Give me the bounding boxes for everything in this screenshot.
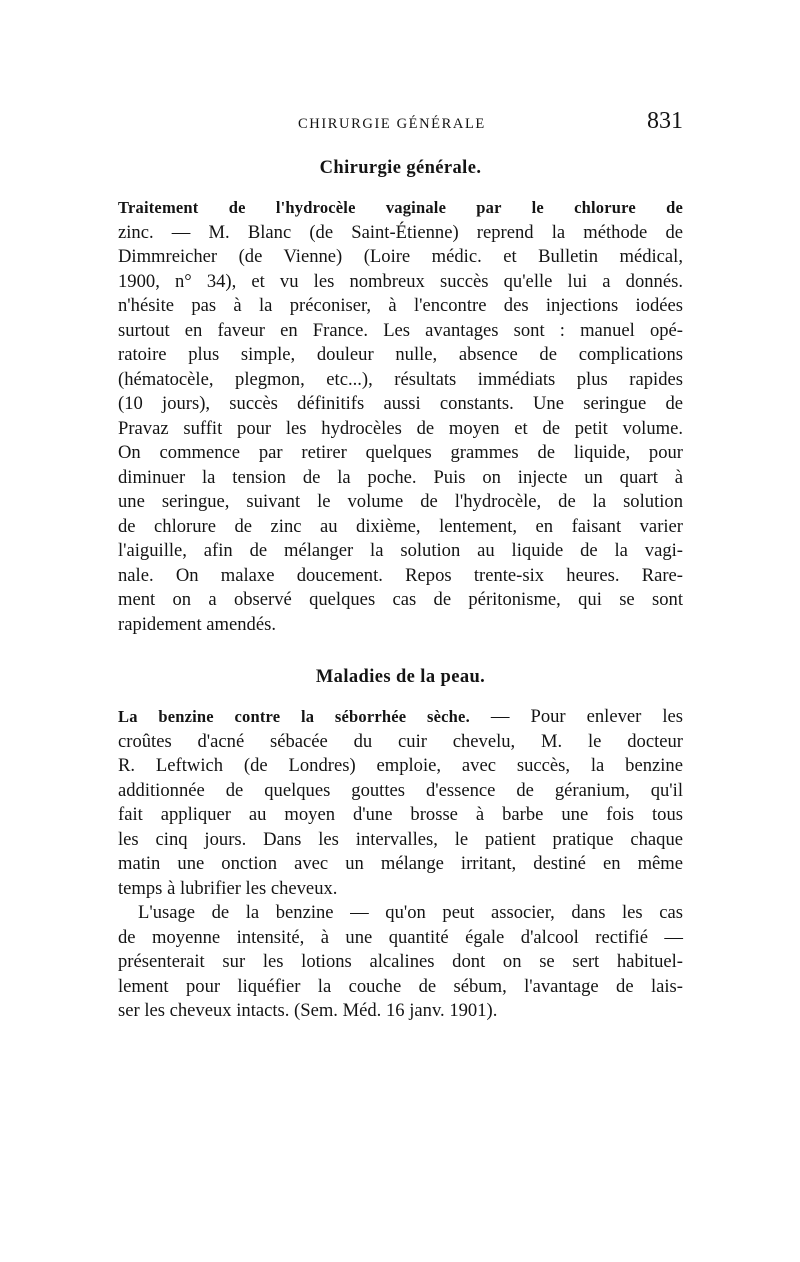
article-line: L'usage de la benzine — qu'on peut associer, dans les cas (138, 902, 683, 923)
article-run-head: Traitement de l'hydrocèle vaginale par le chlorure de (118, 198, 683, 217)
article-line: lement pour liquéfier la couche de sébum, l'avantage de lais- (118, 975, 683, 997)
article-line: de chlorure de zinc au dixième, lentement, en faisant varier (118, 515, 683, 537)
article-line: présenterait sur les lotions alcalines dont on se sert habituel- (118, 951, 683, 972)
section-title-chirurgie: Chirurgie générale. (319, 158, 482, 178)
page-number: 831 (647, 108, 683, 134)
article-line: les cinq jours. Dans les intervalles, le patient pratique chaque (118, 828, 683, 850)
article-line: diminuer la tension de la poche. Puis on injecte un quart à (118, 466, 683, 488)
article-line: (10 jours), succès définitifs aussi constants. Une seringue de (118, 393, 683, 414)
article-line: ser les cheveux intacts. (Sem. Méd. 16 janv. 1901). (118, 1000, 498, 1021)
article-line: nale. On malaxe doucement. Repos trente-six heures. Rare- (118, 564, 683, 586)
article-line: On commence par retirer quelques grammes de liquide, pour (118, 442, 683, 463)
article-line: ratoire plus simple, douleur nulle, absence de complications (118, 344, 683, 365)
article-line-tail: — Pour enlever les (490, 706, 683, 727)
article-line: n'hésite pas à la préconiser, à l'encontre des injections iodées (118, 295, 683, 316)
article-line: R. Leftwich (de Londres) emploie, avec succès, la benzine (118, 755, 683, 776)
article-hydrocele (118, 196, 683, 637)
article-line: de moyenne intensité, à une quantité égale d'alcool rectifié — (118, 926, 683, 948)
article-run-head: La benzine contre la séborrhée sèche. (118, 707, 470, 726)
article-line: additionnée de quelques gouttes d'essence de géranium, qu'il (118, 779, 683, 801)
article-line: temps à lubrifier les cheveux. (118, 877, 338, 899)
section-title-peau: Maladies de la peau. (315, 667, 486, 687)
article-line (118, 196, 683, 221)
book-page (118, 108, 683, 1024)
running-title: CHIRURGIE GÉNÉRALE (298, 116, 486, 132)
article-line: rapidement amendés. (118, 613, 276, 635)
article-line (118, 705, 683, 730)
article-line: ment on a observé quelques cas de péritonisme, qui se sont (118, 589, 683, 610)
article-benzine (118, 705, 683, 1024)
article-line: une seringue, suivant le volume de l'hydrocèle, de la solution (118, 491, 683, 512)
article-line: (hématocèle, plegmon, etc...), résultats immédiats plus rapides (118, 368, 683, 390)
article-line: zinc. — M. Blanc (de Saint-Étienne) reprend la méthode de (118, 221, 683, 243)
article-line: matin une onction avec un mélange irritant, destiné en même (118, 853, 683, 874)
article-line: croûtes d'acné sébacée du cuir chevelu, M. le docteur (118, 730, 683, 752)
article-line: Dimmreicher (de Vienne) (Loire médic. et Bulletin médical, (118, 246, 683, 267)
article-line: l'aiguille, afin de mélanger la solution au liquide de la vagi- (118, 540, 683, 561)
running-head (118, 108, 683, 142)
article-line: fait appliquer au moyen d'une brosse à barbe une fois tous (118, 804, 683, 825)
article-line: 1900, n° 34), et vu les nombreux succès qu'elle lui a donnés. (118, 270, 683, 292)
article-line: surtout en faveur en France. Les avantages sont : manuel opé- (118, 319, 683, 341)
article-line: Pravaz suffit pour les hydrocèles de moyen et de petit volume. (118, 417, 683, 439)
